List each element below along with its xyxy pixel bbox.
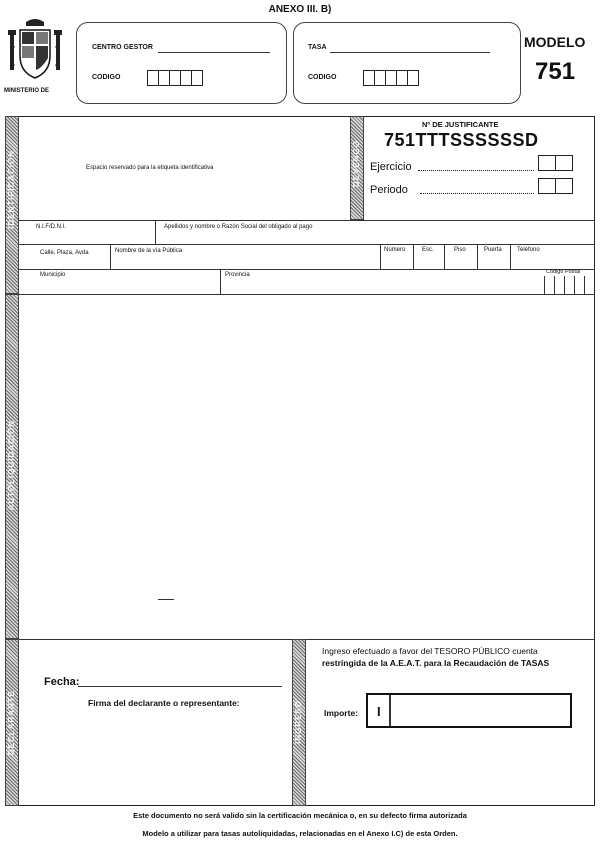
- fecha-line[interactable]: [78, 686, 282, 687]
- calle-label[interactable]: Calle, Plaza, Avda: [40, 250, 89, 256]
- apellidos-label[interactable]: Apellidos y nombre o Razón Social del obligado al pago: [164, 224, 313, 230]
- ingreso-text-2: restringida de la A.E.A.T. para la Recaudación de TASAS: [322, 658, 550, 668]
- centro-gestor-box: [76, 22, 287, 104]
- municipio-label[interactable]: Municipio: [40, 272, 66, 278]
- justificante-label: Nº DE JUSTIFICANTE: [422, 120, 499, 129]
- modelo-number: 751: [535, 58, 576, 85]
- codigo-postal-label[interactable]: Código Postal: [546, 269, 581, 275]
- devengo-label: DEVENGO: [352, 140, 361, 188]
- middle-mark: [158, 599, 174, 600]
- cp-divider-0: [544, 276, 545, 294]
- codigo-cells-1[interactable]: [147, 70, 202, 86]
- autoliquidacion-side-label: AUTOLIQUIDACIÓN: [7, 420, 16, 511]
- periodo-cells[interactable]: [538, 178, 572, 194]
- importe-prefix: I: [377, 704, 381, 719]
- periodo-dots: [420, 193, 534, 194]
- footer-note-1: Este documento no será valido sin la certificación mecánica o, en su defecto firma autorizada: [133, 811, 467, 820]
- row-line-4: [5, 294, 595, 295]
- cp-divider-1: [554, 276, 555, 294]
- tasa-label: TASA: [308, 44, 327, 51]
- tasa-line[interactable]: [330, 52, 490, 53]
- ministry-label: MINISTERIO DE: [4, 88, 50, 94]
- codigo-label-2: CODIGO: [308, 74, 337, 81]
- declarante-side-label: DECLARANTE: [7, 690, 16, 756]
- numero-label[interactable]: Número: [384, 247, 406, 253]
- cp-divider-3: [574, 276, 575, 294]
- codigo-cells-2[interactable]: [363, 70, 418, 86]
- fecha-label: Fecha:: [44, 676, 80, 688]
- numero-divider: [380, 244, 381, 269]
- importe-field[interactable]: [366, 693, 572, 728]
- row-line-2: [19, 244, 595, 245]
- telefono-divider: [510, 244, 511, 269]
- periodo-label: Periodo: [370, 184, 408, 196]
- row-line-3: [19, 269, 595, 270]
- annex-title: ANEXO III. B): [268, 4, 332, 15]
- provincia-label[interactable]: Provincia: [225, 272, 250, 278]
- ingreso-label: INGRESO: [294, 700, 303, 744]
- cp-divider-2: [564, 276, 565, 294]
- puerta-label[interactable]: Puerta: [484, 247, 502, 253]
- nif-divider: [155, 220, 156, 244]
- identification-side-label: IDENTIFICACIÓN: [7, 150, 16, 229]
- esc-label[interactable]: Esc.: [422, 247, 434, 253]
- codigo-label-1: CODIGO: [92, 74, 121, 81]
- piso-divider: [444, 244, 445, 269]
- calle-divider: [110, 244, 111, 269]
- cp-divider-4: [584, 276, 585, 294]
- puerta-divider: [477, 244, 478, 269]
- row-line-1: [19, 220, 595, 221]
- firma-label: Firma del declarante o representante:: [88, 698, 240, 708]
- telefono-label[interactable]: Teléfono: [517, 247, 540, 253]
- ejercicio-dots: [418, 170, 534, 171]
- importe-divider: [389, 695, 391, 726]
- piso-label[interactable]: Piso: [454, 247, 466, 253]
- tasa-box: [293, 22, 521, 104]
- centro-gestor-line[interactable]: [158, 52, 270, 53]
- importe-label: Importe:: [324, 708, 358, 718]
- label-space-text: Espacio reservado para la etiqueta identificativa: [86, 165, 214, 171]
- municipio-divider: [220, 269, 221, 294]
- ejercicio-cells[interactable]: [538, 155, 572, 171]
- nombre-via-label[interactable]: Nombre de la vía Pública: [115, 248, 183, 254]
- ejercicio-label: Ejercicio: [370, 161, 412, 173]
- modelo-label: MODELO: [524, 34, 586, 50]
- esc-divider: [413, 244, 414, 269]
- footer-note-2: Modelo a utilizar para tasas autoliquidadas, relacionadas en el Anexo I.C) de esta Orden.: [142, 829, 458, 838]
- ingreso-text-1: Ingreso efectuado a favor del TESORO PÚBLICO cuenta: [322, 646, 538, 656]
- coat-of-arms-icon: [6, 16, 64, 88]
- centro-gestor-label: CENTRO GESTOR: [92, 44, 153, 51]
- justificante-number: 751TTTSSSSSSD: [384, 130, 539, 150]
- nif-label[interactable]: N.I.F/D.N.I.: [36, 224, 66, 230]
